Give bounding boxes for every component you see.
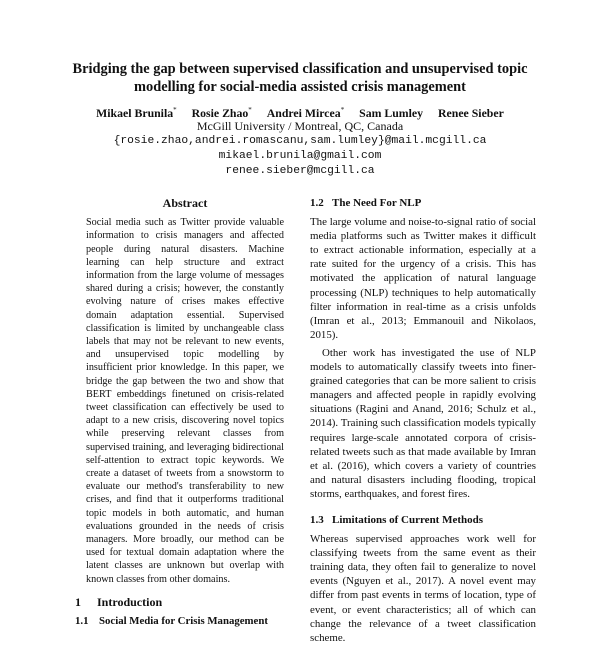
author: Sam Lumley: [359, 105, 424, 120]
author: Rosie Zhao*: [191, 105, 252, 120]
paragraph: Whereas supervised approaches work well for classifying tweets from the same event as their training data, they often fail to generalize to novel events (Nguyen et al., 2017). A novel event may differ from past events in terms of location, type of event, or event characteristics; all of which can change the relevance of a tweet classification scheme.: [310, 533, 536, 644]
left-column: [75, 196, 284, 633]
title-line-1: Bridging the gap between supervised classification and unsupervised topic: [72, 61, 528, 77]
subsection-heading-1-2: [310, 196, 536, 210]
subsection-number: 1.3: [310, 513, 324, 526]
subsection-heading-1-1: [75, 615, 284, 628]
subsection-number: 1.1: [75, 615, 89, 628]
subsection-heading-1-3: [310, 513, 536, 527]
subsection-title: Social Media for Crisis Management: [99, 615, 268, 628]
abstract: [86, 216, 284, 586]
author: Andrei Mircea*: [266, 105, 345, 120]
email-line: renee.sieber@mcgill.ca: [225, 165, 375, 177]
paragraph: The large volume and noise-to-signal ratio of social media platforms such as Twitter makes it difficult to extract actionable information, especially at a rate suited for the urgency of a crisis. This has motivated the application of natural language processing (NLP) techniques to help automatically filter information in real-time as a crisis unfolds (Imran et al., 2013; Emmanouil and Nikolaos, 2015).: [310, 216, 536, 341]
email-line: {rosie.zhao,andrei.romascanu,sam.lumley}@mail.mcgill.ca: [113, 135, 487, 147]
title-line-2: modelling for social-media assisted crisis management: [134, 79, 466, 95]
email-line: mikael.brunila@gmail.com: [218, 150, 382, 162]
section-number: 1: [75, 594, 81, 609]
author: Mikael Brunila*: [96, 105, 177, 120]
author: Renee Sieber: [438, 105, 504, 120]
section-title: Introduction: [97, 594, 163, 609]
right-column: [310, 196, 536, 645]
section-heading-introduction: [75, 596, 284, 609]
subsection-title: The Need For NLP: [332, 197, 422, 209]
abstract-text: Social media such as Twitter provide valuable information to crisis managers and affected people during natural disasters. Machine learning can help structure and extract information from the large volume of messages shared during a crisis; however, the constantly evolving nature of crises makes effective domain adaptation essential. Supervised classification is limited by unchangeable class labels that may not be relevant to new events, and unsupervised topic modelling by insufficient prior knowledge. In this paper, we bridge the gap between the two and show that BERT embeddings finetuned on crisis-related tweet classification can effectively be used to adapt to a new crisis, discovering novel topics while preserving relevant classes from supervised training, and leveraging bidirectional self-attention to extract topic keywords. We create a dataset of tweets from a snowstorm to evaluate our method's transferability to new crises, and find that it outperforms traditional topic models in both automatic, and human evaluations grounded in the needs of crisis managers. More broadly, our method can be used for textual domain adaptation where the latent classes are unknown but overlap with known classes from other domains.: [86, 217, 284, 585]
affiliation: McGill University / Montreal, QC, Canada: [196, 119, 404, 133]
subsection-title: Limitations of Current Methods: [332, 513, 484, 526]
subsection-number: 1.2: [310, 197, 324, 209]
abstract-heading: Abstract: [162, 196, 208, 210]
paper-title: [40, 60, 560, 96]
paragraph: Other work has investigated the use of NLP models to automatically classify tweets into finer-grained categories that can be more salient to crisis managers and affected people in rapidly evolving situations (Ragini and Anand, 2016; Schulz et al., 2014). Training such classification models typically requires large-scale annotated corpora of crisis-related tweets such as that made available by Imran et al. (2016), which covers a variety of countries and natural disasters including flooding, tropical storms, earthquakes, and forest fires.: [310, 346, 536, 500]
